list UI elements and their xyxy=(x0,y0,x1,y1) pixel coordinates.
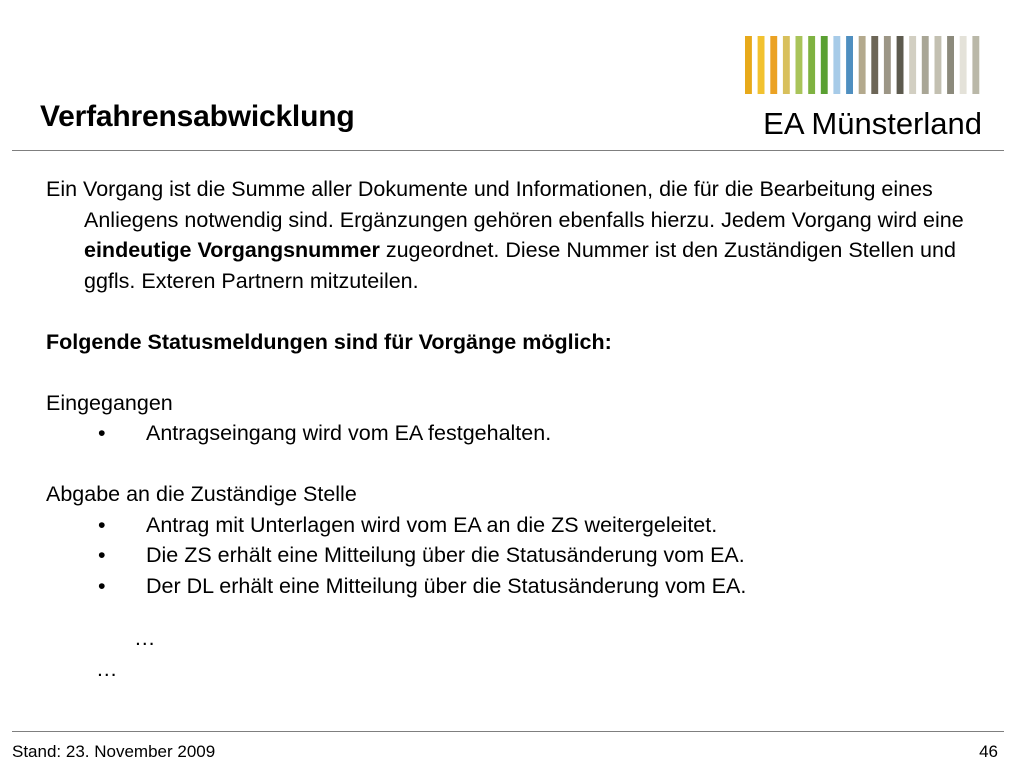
bullet-item xyxy=(46,418,986,449)
header-divider xyxy=(12,150,1004,151)
logo-stripe xyxy=(909,36,916,94)
logo-stripe xyxy=(972,36,979,94)
bullet-text: Die ZS erhält eine Mitteilung über die Statusänderung vom EA. xyxy=(146,543,745,567)
bullet-text: Antragseingang wird vom EA festgehalten. xyxy=(146,421,552,445)
footer-date: Stand: 23. November 2009 xyxy=(12,742,216,761)
logo-stripe xyxy=(796,36,803,94)
intro-text-1: Ein Vorgang ist die Summe aller Dokumente und Informationen, die für die Bearbeitung eines Anliegens notwendig sind. Ergänzungen gehören ebenfalls hierzu. Jedem Vorgang wird eine xyxy=(46,177,964,232)
logo-stripe xyxy=(859,36,866,94)
bullet-icon: • xyxy=(98,543,106,567)
logo-stripe xyxy=(745,36,752,94)
bullet-icon: • xyxy=(98,512,106,537)
intro-text-2: zugeordnet. Diese Nummer ist den Zuständigen Stellen und ggfls. Exteren Partnern mitzuteilen. xyxy=(84,238,956,293)
logo-stripe xyxy=(922,36,929,94)
logo-stripe xyxy=(897,36,904,94)
ellipsis: … xyxy=(96,656,118,681)
bullet-item xyxy=(46,540,986,571)
logo-stripe xyxy=(833,36,840,94)
logo-stripe xyxy=(846,36,853,94)
bullet-item xyxy=(46,510,986,541)
page-number: 46 xyxy=(979,742,998,761)
footer-divider xyxy=(12,731,1004,732)
logo-stripe xyxy=(884,36,891,94)
ellipsis-indented: … xyxy=(134,626,156,650)
bullet-icon: • xyxy=(98,421,106,445)
logo-stripe xyxy=(935,36,942,94)
section-label-abgabe: Abgabe an die Zuständige Stelle xyxy=(46,482,357,506)
intro-paragraph xyxy=(46,174,986,296)
logo-stripe xyxy=(770,36,777,94)
logo-stripe xyxy=(758,36,765,94)
logo-stripe xyxy=(947,36,954,94)
brand-name: EA Münsterland xyxy=(763,106,982,141)
bullet-icon: • xyxy=(98,573,106,598)
bullet-text: Antrag mit Unterlagen wird vom EA an die ZS weitergeleitet. xyxy=(146,512,718,537)
status-heading: Folgende Statusmeldungen sind für Vorgänge möglich: xyxy=(46,329,612,354)
logo-stripe xyxy=(821,36,828,94)
page-title: Verfahrensabwicklung xyxy=(40,100,355,133)
logo-stripe xyxy=(871,36,878,94)
slide-body xyxy=(46,174,986,684)
logo-stripe xyxy=(783,36,790,94)
intro-bold-term: eindeutige Vorgangsnummer xyxy=(84,238,380,262)
bullet-text: Der DL erhält eine Mitteilung über die Statusänderung vom EA. xyxy=(146,573,747,598)
ea-logo-stripes xyxy=(744,36,984,94)
logo-stripe xyxy=(808,36,815,94)
bullet-item xyxy=(46,571,986,602)
logo-stripe xyxy=(960,36,967,94)
section-label-eingegangen: Eingegangen xyxy=(46,390,173,415)
